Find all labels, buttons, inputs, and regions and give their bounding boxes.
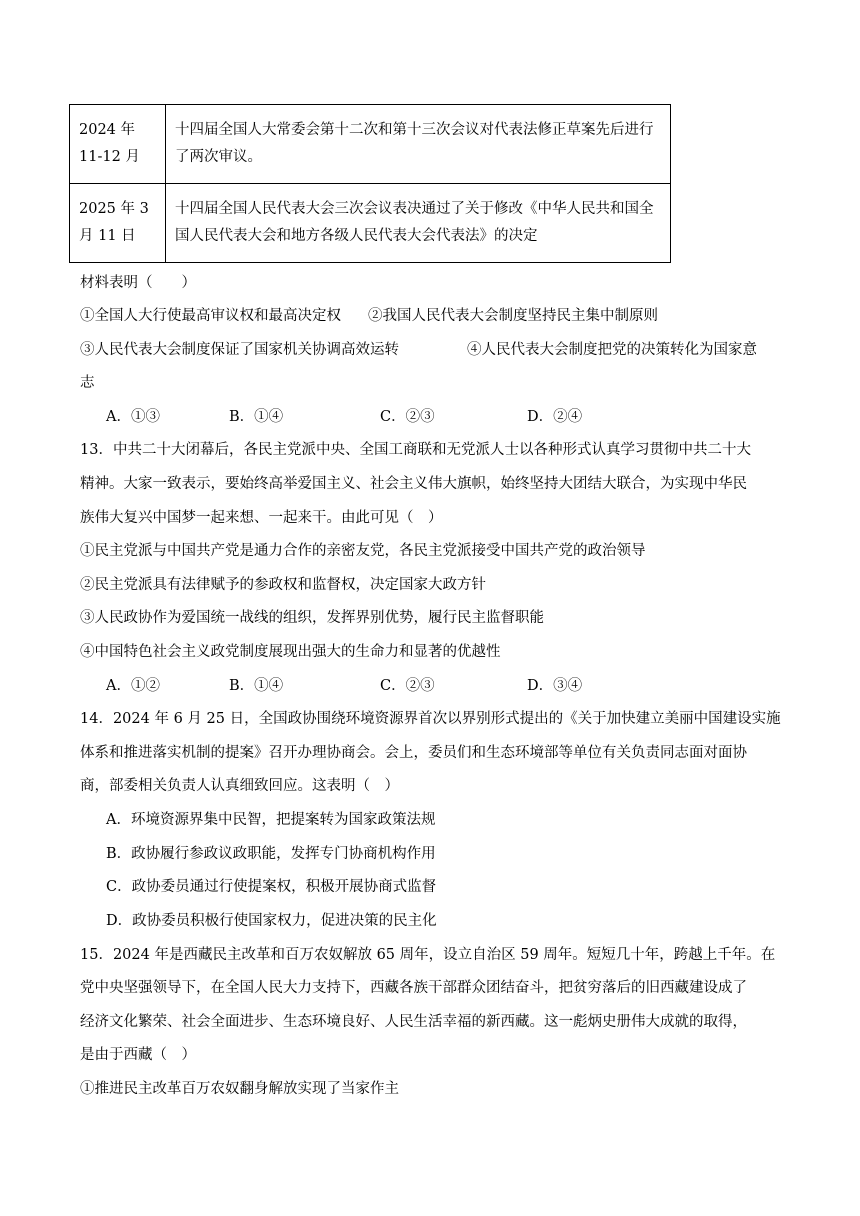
table-row (70, 184, 671, 263)
events-table (69, 104, 671, 263)
q13-statement-4: ④中国特色社会主义政党制度展现出强大的生命力和显著的优越性 (80, 644, 501, 660)
table-row (70, 105, 671, 184)
q12-statement-1: ①全国人大行使最高审议权和最高决定权 (80, 308, 341, 324)
q12-statement-4-cont: 志 (80, 375, 95, 391)
q15-stem-line-1: 15．2024 年是西藏民主改革和百万农奴解放 65 周年，设立自治区 59 周年。短短几十年，跨越上千年。在 (80, 947, 776, 963)
q15-statement-1: ①推进民主改革百万农奴翻身解放实现了当家作主 (80, 1081, 399, 1097)
q12-prompt: 材料表明（ ） (80, 275, 196, 291)
q13-option-a: A．①② (106, 678, 160, 694)
q14-option-a: A．环境资源界集中民智，把提案转为国家政策法规 (106, 812, 436, 828)
q12-statement-3: ③人民代表大会制度保证了国家机关协调高效运转 (80, 342, 399, 358)
event-date-cell (70, 105, 166, 184)
q13-option-c: C．②③ (380, 678, 435, 694)
q13-option-b: B．①④ (229, 678, 284, 694)
event-desc-cell (166, 105, 671, 184)
q15-stem-line-3: 经济文化繁荣、社会全面进步、生态环境良好、人民生活幸福的新西藏。这一彪炳史册伟大成就的取得， (80, 1014, 747, 1030)
event-date: 2025 年 3 月 11 日 (79, 201, 149, 244)
q15-stem-line-4: 是由于西藏（ ） (80, 1047, 196, 1063)
q13-statement-1: ①民主党派与中国共产党是通力合作的亲密友党，各民主党派接受中国共产党的政治领导 (80, 543, 646, 559)
q15-stem-line-2: 党中央坚强领导下，在全国人民大力支持下，西藏各族干部群众团结奋斗，把贫穷落后的旧西藏建设成了 (80, 980, 747, 996)
q13-statement-3: ③人民政协作为爱国统一战线的组织，发挥界别优势，履行民主监督职能 (80, 610, 544, 626)
q13-stem-line-3: 族伟大复兴中国梦一起来想、一起来干。由此可见（ ） (80, 510, 443, 526)
q12-statement-2: ②我国人民代表大会制度坚持民主集中制原则 (368, 308, 658, 324)
q13-statement-2: ②民主党派具有法律赋予的参政权和监督权，决定国家大政方针 (80, 577, 486, 593)
q14-option-b: B．政协履行参政议政职能，发挥专门协商机构作用 (106, 846, 436, 862)
event-date-cell (70, 184, 166, 263)
q13-stem-line-1: 13．中共二十大闭幕后，各民主党派中央、全国工商联和无党派人士以各种形式认真学习贯彻中共二十大 (80, 442, 751, 458)
q14-stem-line-1: 14．2024 年 6 月 25 日，全国政协围绕环境资源界首次以界别形式提出的《关于加快建立美丽中国建设实施 (80, 711, 781, 727)
q14-stem-line-3: 商，部委相关负责人认真细致回应。这表明（ ） (80, 778, 399, 794)
q12-option-b: B．①④ (229, 409, 284, 425)
q14-option-c: C．政协委员通过行使提案权，积极开展协商式监督 (106, 879, 437, 895)
event-description: 十四届全国人民代表大会三次会议表决通过了关于修改《中华人民共和国全国人民代表大会和地方各级人民代表大会代表法》的决定 (175, 201, 654, 244)
q13-stem-line-2: 精神。大家一致表示，要始终高举爱国主义、社会主义伟大旗帜，始终坚持大团结大联合，为实现中华民 (80, 476, 747, 492)
q12-statement-4: ④人民代表大会制度把党的决策转化为国家意 (467, 342, 757, 358)
q14-stem-line-2: 体系和推进落实机制的提案》召开办理协商会。会上，委员们和生态环境部等单位有关负责同志面对面协 (80, 745, 747, 761)
q13-option-d: D．③④ (527, 678, 583, 694)
q14-option-d: D．政协委员积极行使国家权力，促进决策的民主化 (106, 913, 437, 929)
event-date: 2024 年 11-12 月 (79, 122, 140, 165)
event-description: 十四届全国人大常委会第十二次和第十三次会议对代表法修正草案先后进行了两次审议。 (175, 122, 654, 165)
q12-option-a: A．①③ (106, 409, 160, 425)
q12-option-c: C．②③ (380, 409, 435, 425)
q12-option-d: D．②④ (527, 409, 583, 425)
event-desc-cell (166, 184, 671, 263)
